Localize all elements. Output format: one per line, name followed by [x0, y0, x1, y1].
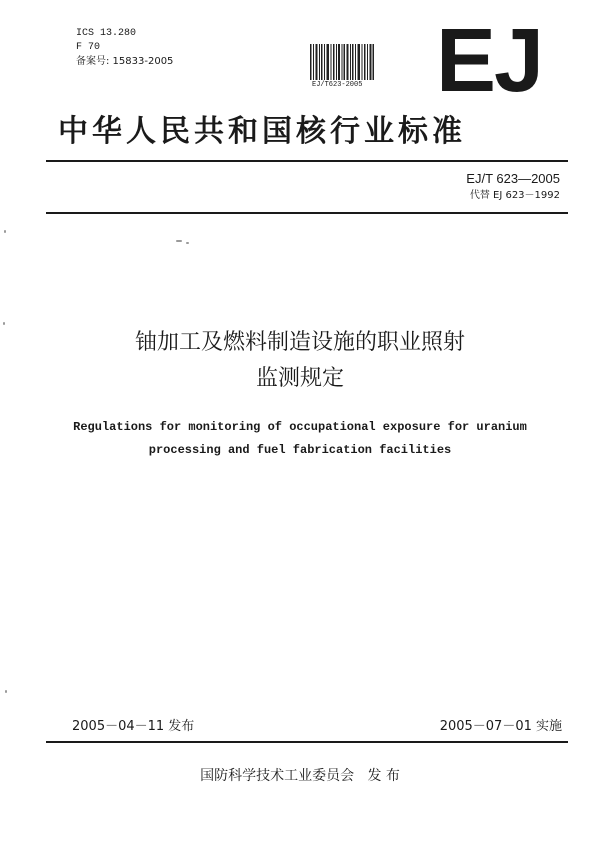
scan-speck: [4, 230, 6, 233]
document-title-en-line1: Regulations for monitoring of occupational exposure for uranium: [73, 420, 527, 434]
footer-divider: [46, 741, 568, 743]
barcode-image: [310, 44, 374, 80]
title-divider: [46, 160, 568, 162]
document-title-cn-line1: 铀加工及燃料制造设施的职业照射: [134, 330, 465, 355]
document-title-cn-line2: 监测规定: [255, 366, 344, 391]
standard-mark: EJ: [436, 11, 543, 111]
issuing-authority: 国防科学技术工业委员会 发 布: [200, 768, 400, 784]
scan-speck: [176, 240, 182, 242]
ics-code: ICS 13.280: [76, 28, 137, 39]
filing-number: 备案号: 15833-2005: [76, 56, 174, 67]
scan-speck: [186, 242, 189, 244]
ccs-code: F 70: [76, 42, 101, 53]
document-title-en-line2: processing and fuel fabrication facilities: [148, 443, 452, 457]
implementation-date: 2005－07－01 实施: [439, 719, 562, 734]
standard-number: EJ/T 623—2005: [466, 171, 560, 186]
issue-date: 2005－04－11 发布: [72, 719, 195, 734]
supersedes-note: 代替 EJ 623－1992: [469, 190, 560, 201]
scan-speck: [3, 322, 5, 325]
scan-speck: [5, 690, 7, 693]
standard-title: 中华人民共和国核行业标准: [58, 114, 466, 149]
barcode-caption: EJ/T623-2005: [312, 81, 363, 89]
header-divider: [46, 212, 568, 214]
